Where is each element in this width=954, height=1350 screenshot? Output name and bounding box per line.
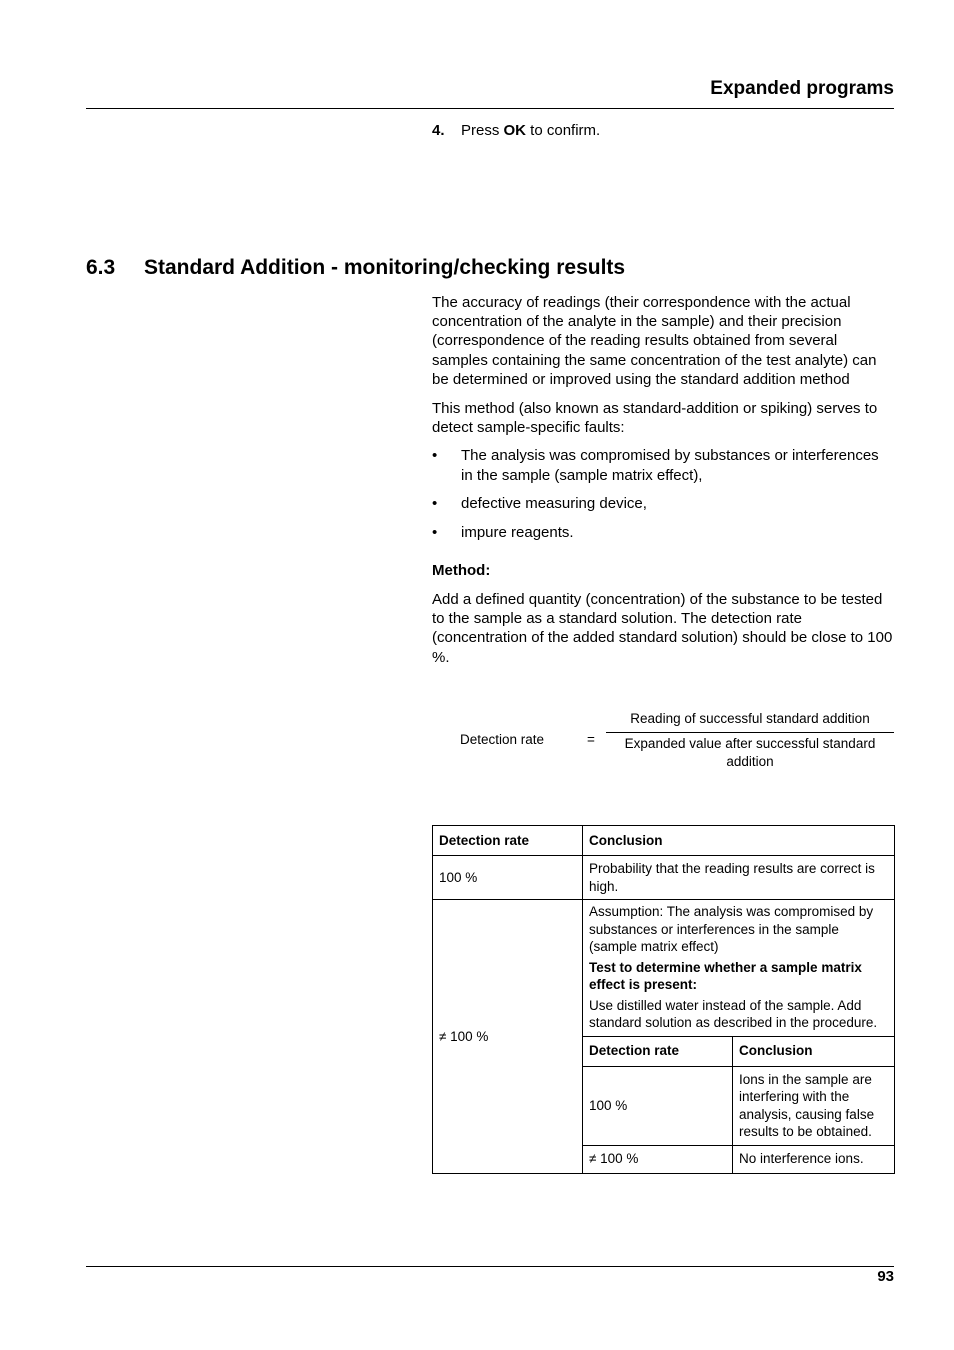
- nested-header-row: [583, 1036, 894, 1066]
- bullet-icon: •: [432, 495, 438, 513]
- list-item-text: The analysis was compromised by substances or interferences in the sample (sample matrix effect),: [461, 447, 879, 484]
- formula-equals: =: [587, 732, 595, 747]
- nested-rate-cell: 100 %: [583, 1066, 733, 1145]
- step-text-before: Press: [461, 122, 504, 139]
- bullet-icon: •: [432, 524, 438, 542]
- table-row: [583, 1066, 894, 1145]
- formula-lhs: Detection rate: [460, 732, 545, 747]
- nested-header-detection-rate: Detection rate: [583, 1036, 733, 1066]
- list-item: [432, 523, 894, 542]
- assumption-text: Assumption: The analysis was compromised by substances or interferences in the sample (sample matrix effect): [589, 904, 874, 954]
- conclusion-cell: [583, 900, 895, 1174]
- method-heading: Method:: [432, 562, 491, 580]
- purpose-paragraph: This method (also known as standard-addition or spiking) serves to detect sample-specific faults:: [432, 399, 878, 436]
- page-header-title: Expanded programs: [710, 78, 894, 99]
- nested-conclusion-cell: Ions in the sample are interfering with the analysis, causing false results to be obtained.: [733, 1066, 895, 1145]
- nested-header-conclusion: Conclusion: [733, 1036, 895, 1066]
- ok-key-label: OK: [503, 122, 527, 139]
- test-heading: Test to determine whether a sample matrix effect is present:: [589, 959, 862, 992]
- table-row: [583, 1145, 894, 1173]
- header-rule: [86, 108, 894, 109]
- step-4: [432, 122, 600, 139]
- list-item-text: impure reagents.: [461, 524, 574, 542]
- matrix-effect-text: [583, 900, 894, 1036]
- rate-cell: 100 %: [433, 856, 583, 900]
- header-conclusion: Conclusion: [583, 826, 895, 856]
- section-body: [432, 293, 894, 676]
- formula-denominator: Expanded value after successful standard addition: [624, 736, 876, 769]
- bullet-icon: •: [432, 447, 438, 465]
- nested-conclusion-cell: No interference ions.: [733, 1145, 895, 1173]
- nested-results-table: [583, 1036, 894, 1173]
- section-title: Standard Addition - monitoring/checking results: [144, 256, 626, 279]
- results-table: [432, 825, 895, 1174]
- fault-list: [432, 446, 894, 542]
- intro-paragraph: The accuracy of readings (their correspondence with the actual concentration of the analyte in the sample) and their precision (correspondence of the reading results obtained from several samples containing the same concentration of the test analyte) can be determined or improved using the standard addition method: [432, 294, 877, 388]
- test-instructions: Use distilled water instead of the sample. Add standard solution as described in the procedure.: [589, 997, 878, 1030]
- table-row: [433, 856, 895, 900]
- page-number: 93: [877, 1268, 894, 1285]
- nested-rate-cell: ≠ 100 %: [583, 1145, 733, 1173]
- formula-numerator: Reading of successful standard addition: [630, 711, 870, 726]
- fraction-bar: [606, 732, 894, 733]
- list-item: [432, 494, 894, 513]
- method-paragraph: Add a defined quantity (concentration) of the substance to be tested to the sample as a standard solution. The detection rate (concentration of the added standard solution) should be close to 100 %.: [432, 590, 893, 666]
- section-heading: [86, 256, 625, 280]
- list-item-text: defective measuring device,: [461, 495, 647, 513]
- conclusion-cell: Probability that the reading results are correct is high.: [583, 856, 895, 900]
- step-text-after: to confirm.: [526, 122, 601, 139]
- rate-cell: ≠ 100 %: [433, 900, 583, 1174]
- table-header-row: [433, 826, 895, 856]
- step-number: 4.: [432, 122, 445, 139]
- section-number: 6.3: [86, 256, 116, 279]
- detection-rate-formula: [432, 708, 894, 778]
- header-detection-rate: Detection rate: [433, 826, 583, 856]
- footer-rule: [86, 1266, 894, 1267]
- list-item: [432, 446, 894, 484]
- table-row: [433, 900, 895, 1174]
